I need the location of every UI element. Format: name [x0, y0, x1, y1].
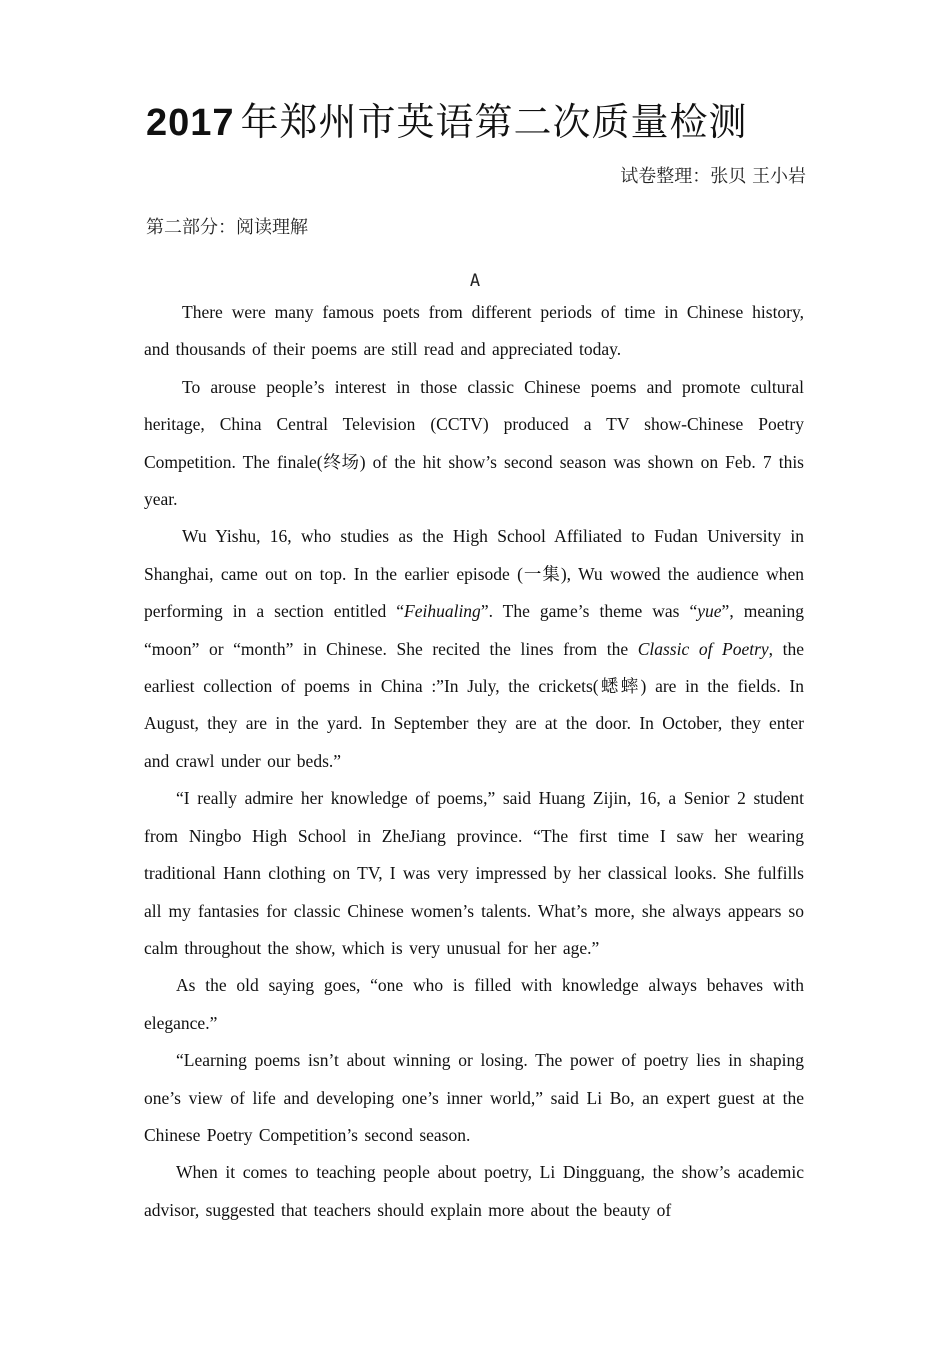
paragraph-1: There were many famous poets from different periods of time in Chinese history, and thousands of their poems are still read and appreciated today.	[144, 302, 804, 360]
yue-term: yue	[697, 601, 722, 622]
editors-credit: 试卷整理：张贝 王小岩	[620, 166, 806, 187]
title-text: 年郑州市英语第二次质量检测	[240, 100, 748, 144]
paragraph-7: When it comes to teaching people about poetry, Li Dingguang, the show’s academic advisor, suggested that teachers should explain more about the beauty of	[144, 1162, 804, 1220]
classic-of-poetry-title: Classic of Poetry	[637, 638, 769, 659]
section-heading: 第二部分：阅读理解	[146, 217, 308, 238]
paragraph-3	[144, 518, 804, 780]
paragraph-5: As the old saying goes, “one who is filled with knowledge always behaves with elegance.”	[144, 975, 804, 1033]
paragraph-3-text: ”, meaning “moon” or “month” in Chinese. She recited the lines from the	[144, 601, 804, 659]
feihualing-term: Feihualing	[404, 601, 481, 622]
paragraph-2: To arouse people’s interest in those classic Chinese poems and promote cultural heritage, China Central Television (CCTV) produced a TV show-Chinese Poetry Competition. The finale(终场) of the hit show’s second season was shown on Feb. 7 this year.	[144, 376, 804, 510]
reading-passage	[144, 294, 804, 1229]
paragraph-6: “Learning poems isn’t about winning or losing. The power of poetry lies in shaping one’s view of life and developing one’s inner world,” said Li Bo, an expert guest at the Chinese Poetry Competition’s second season.	[144, 1050, 804, 1145]
paragraph-3-text: ”. The game’s theme was “	[480, 601, 698, 622]
page-title	[146, 96, 748, 149]
paragraph-4: “I really admire her knowledge of poems,” said Huang Zijin, 16, a Senior 2 student from Ningbo High School in ZheJiang province. “The first time I saw her wearing traditional Hann clothing on TV, I was very impressed by her classical looks. She fulfills all my fantasies for classic Chinese women’s talents. What’s more, she always appears so calm throughout the show, which is very unusual for her age.”	[144, 788, 804, 958]
paragraph-3-text: , the earliest collection of poems in China :”In July, the crickets(蟋蟀) are in the fields. In August, they are in the yard. In September they are at the door. In October, they enter and crawl under our beds.”	[144, 638, 805, 771]
passage-label: A	[469, 271, 481, 291]
title-year: 2017	[146, 102, 235, 144]
paragraph-3-text: Wu Yishu, 16, who studies as the High School Affiliated to Fudan University in Shanghai, came out on top. In the earlier episode (一集), Wu wowed the audience when performing in a section entitled “	[144, 526, 804, 622]
